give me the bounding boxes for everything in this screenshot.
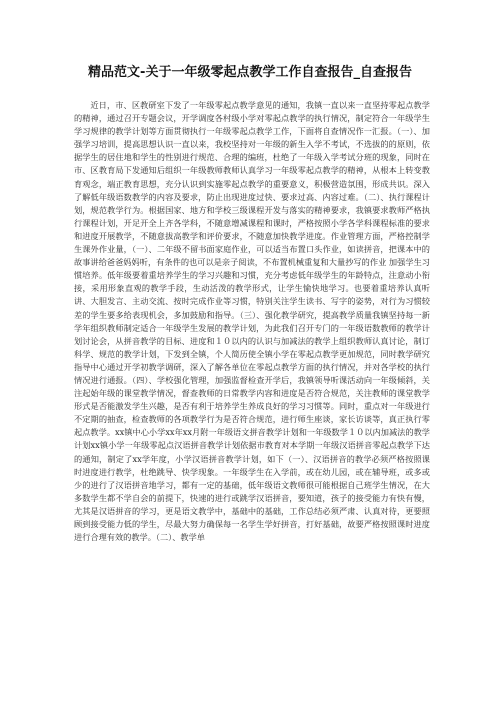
document-body-text: 近日，市、区教研室下发了一年级零起点教学意见的通知，我镇一直以来一直坚持零起点教学的精神，通过召开专题会议，开学调度各村级小学对零起点教学的执行情况，制定符合一年级学生学习规律的教学计划等方面贯彻执行一年级零起点教学工作，下面将自查情况作一汇报。（一）、加强学习培训，提高思想认识一直以来，我校坚持对一年级的新生入学不考试，不选拔的的原则，依据学生的居住地和学生的性别进行规范、合理的编班，杜绝了一年级入学考试分班的现象，同时在市、区教育局下发通知后组织一年级教师教师认真学习一年级零起点教学的精神，从根本上转变教育观念，端正教育思想，充分认识到实施零起点教学的重要意义，积极营造氛围，形成共识。深入了解低年级语数教学的内容及要求，防止出现进度过快、要求过高、内容过难。（二）、执行课程计划，规范教学行为。根据国家、地方和学校三级课程开发与落实的精神要求，我镇要求教师严格执行课程计划，开足开全上齐各学科，不随意增减课程和课时，严格按照小学各学科课程标准的要求和进度开展教学，不随意拔高教学和评价要求，不随意加快教学进度。作业管理方面，严格控制学生课外作业量，（一）、二年级不留书面家庭作业，可以适当布置口头作业，如读拼音，把课本中的故事讲给爸爸妈妈听，有条件的也可以是亲子阅读，不布置机械重复和大量抄写的作业 加强学生习惯培养。低年级要着重培养学生的学习兴趣和习惯，充分考虑低年级学生的年龄特点，注意动小衔接，采用形象直观的教学手段，生动活泼的教学形式，让学生愉快地学习。也要着重培养认真听讲、大胆发言、主动交流、按时完成作业等习惯，特别关注学生读书、写字的姿势，对行为习惯较差的学生要多给表现机会，多加鼓励和指导。（三）、强化教学研究，提高教学质量我镇坚持每一新学年组织教师制定适合一年级学生发展的教学计划，为此我们召开专门的一年级语数教师的教学计划讨论会，从拼音教学的目标、进度和１０以内的认识与加减法的教学上组织教师认真讨论，制订科学、规范的教学计划，下发到全镇，个人简历使全镇小学在零起点教学更加规范，同时教学研究指导中心通过开学初教学调研，深入了解各单位在零起点教学方面的执行情况，并对各学校的执行情况进行通报。（四）、学校强化管理，加强监督检查开学后，我镇领导听课活动向一年级倾斜，关注起始年级的课堂教学情况，督查教师的日常教学内容和进度是否符合规范，关注教师的课堂教学形式是否能激发学生兴趣，是否有利于培养学生养成良好的学习习惯等。同时，重点对一年级进行不定期的抽查，检查教师的各项教学行为是否符合规范，进行师生座谈，家长访谈等，真正执行零起点教学。xx镇中心小学xx年xx月附一年级语文拼音教学计划和一年级数学１０以内加减法的教学计划xx镇小学一年级零起点汉语拼音教学计划依据市教育对本学期一年级汉语拼音零起点教学下达的通知，制定了xx学年度，小学汉语拼音教学计划，如下（一）、汉语拼音的教学必须严格按照课时进度进行教学，杜绝跳导、快学现象。一年级学生在入学前，或在幼儿园，或在辅导班，或多或少的进行了汉语拼音地学习，都有一定的基础，低年级语文教师很可能根据自己班学生情况，在大多数学生都不学自会的前提下，快速的进行或跳学汉语拼音，要知道，孩子的接受能力有快有慢，尤其是汉语拼音的学习，更是语文教学中，基础中的基础，工作总结必须严肃、认真对待，更要照顾到接受能力低的学生，尽最大努力确保每一名学生学好拼音，打好基础，故要严格按照课时进度进行合理有效的教学。（二）、教学单 — [74, 100, 430, 543]
document-title: 精品范文-关于一年级零起点教学工作自查报告_自查报告 — [88, 65, 412, 80]
